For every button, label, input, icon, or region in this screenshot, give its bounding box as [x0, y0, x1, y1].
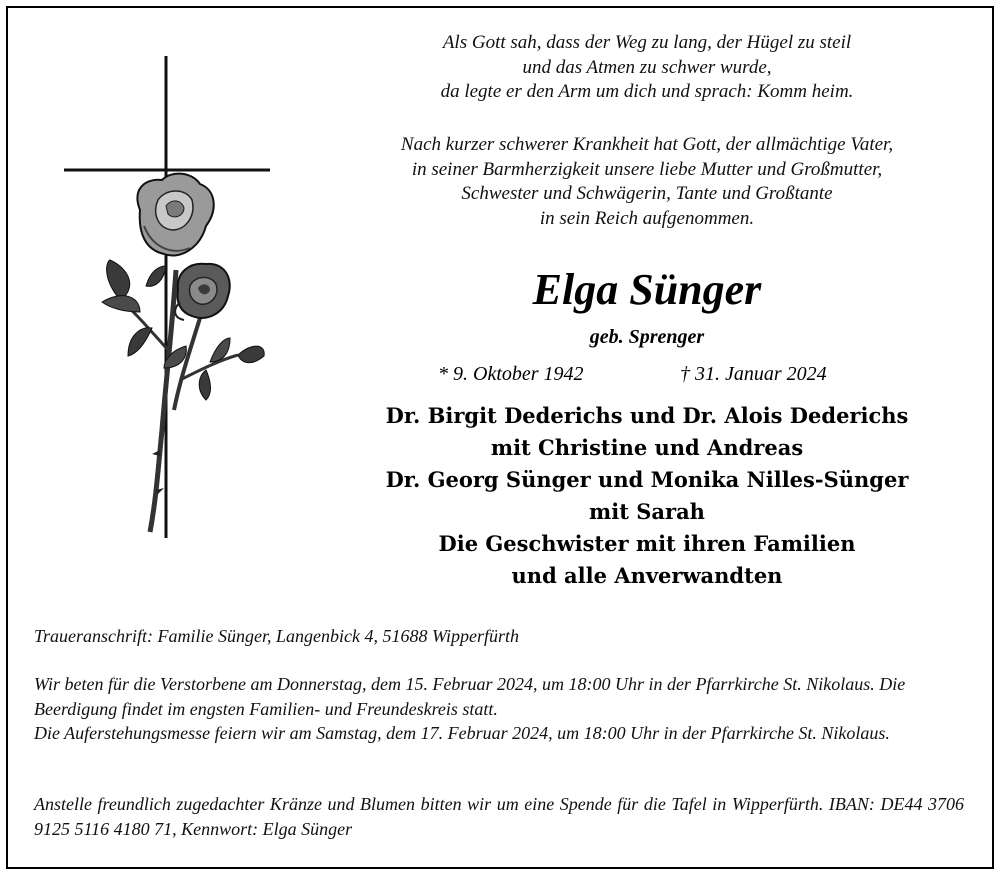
mourner-line: und alle Anverwandten [511, 563, 783, 588]
verse-line: da legte er den Arm um dich und sprach: Komm heim. [440, 81, 854, 102]
deceased-name: Elga Sünger [532, 265, 762, 314]
mourner-line: Dr. Georg Sünger und Monika Nilles-Sünger [385, 467, 909, 492]
death-date: † 31. Januar 2024 [680, 363, 827, 385]
mourner-line: mit Christine und Andreas [490, 435, 804, 460]
announcement-line: in seiner Barmherzigkeit unsere liebe Mutter und Großmutter, [411, 158, 883, 180]
mourning-address [34, 624, 964, 649]
announcement-line: Schwester und Schwägerin, Tante und Großtante [461, 183, 833, 204]
service-info [34, 672, 964, 746]
verse-line: Als Gott sah, dass der Weg zu lang, der Hügel zu steil [442, 32, 852, 53]
mourner-line: Dr. Birgit Dederichs und Dr. Alois Dederichs [385, 403, 909, 428]
mourner-line: Die Geschwister mit ihren Familien [438, 531, 856, 556]
cross-rose-illustration [40, 50, 280, 550]
verse [300, 31, 994, 105]
announcement-line: in sein Reich aufgenommen. [539, 207, 755, 229]
mourner-line: mit Sarah [589, 499, 705, 524]
mourning-address-text: Traueranschrift: Familie Sünger, Langenbick 4, 51688 Wipperfürth [34, 626, 519, 646]
cross-icon [64, 56, 270, 538]
announcement [300, 133, 994, 231]
birth-date: * 9. Oktober 1942 [438, 363, 584, 385]
rose-icon [102, 174, 264, 532]
donation-text: Anstelle freundlich zugedachter Kränze und Blumen bitten wir um eine Spende für die Tafel in Wipperfürth. IBAN: DE44 3706 9125 5116 4180 71, Kennwort: Elga Sünger [34, 794, 964, 839]
announcement-line: Nach kurzer schwerer Krankheit hat Gott, der allmächtige Vater, [400, 134, 894, 155]
verse-line: und das Atmen zu schwer wurde, [522, 56, 772, 78]
maiden-name: geb. Sprenger [589, 326, 705, 348]
mass-info: Die Auferstehungsmesse feiern wir am Samstag, dem 17. Februar 2024, um 18:00 Uhr in der Pfarrkirche St. Nikolaus. [34, 723, 890, 743]
mourners-list [300, 400, 994, 592]
prayer-info: Wir beten für die Verstorbene am Donnerstag, dem 15. Februar 2024, um 18:00 Uhr in der Pfarrkirche St. Nikolaus. Die Beerdigung findet im engsten Familien- und Freundeskreis statt. [34, 674, 906, 719]
donation-request [34, 792, 964, 841]
